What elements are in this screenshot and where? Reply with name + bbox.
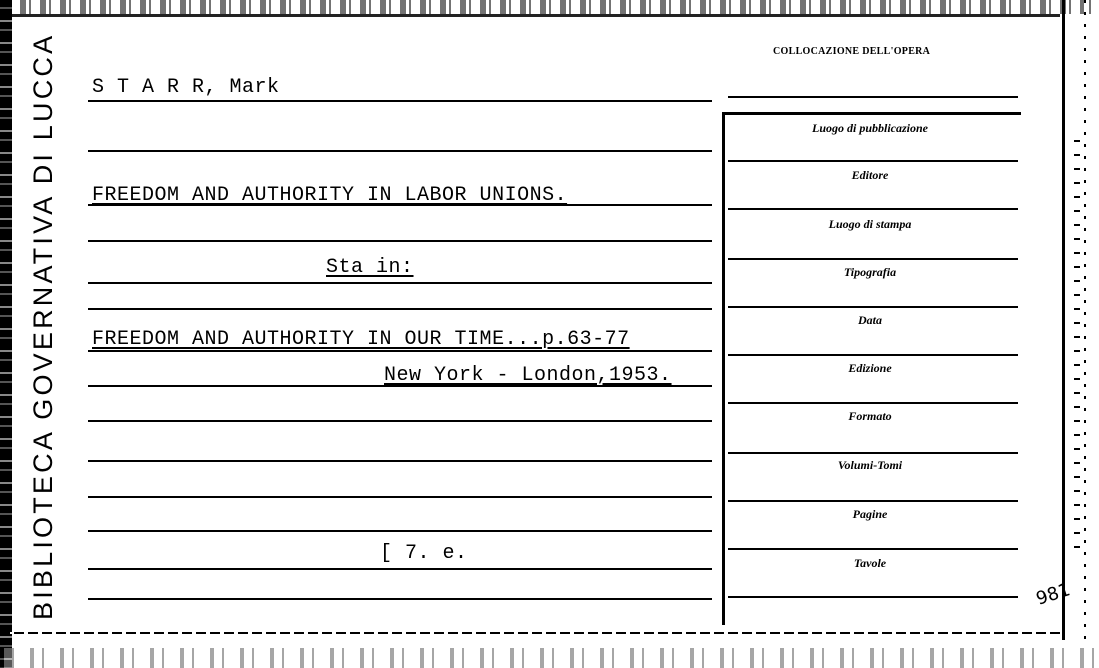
rule-line <box>728 306 1018 308</box>
field-label-data: Data <box>858 313 882 327</box>
rule-line <box>88 282 712 284</box>
rule-line <box>728 402 1018 404</box>
field-label-tavole: Tavole <box>853 556 887 570</box>
rule-line <box>88 150 712 152</box>
rule-line <box>728 596 1018 598</box>
field-label-pagine: Pagine <box>852 507 888 521</box>
rule-line <box>88 496 712 498</box>
field-label-formato: Formato <box>848 409 892 423</box>
work-title: FREEDOM AND AUTHORITY IN LABOR UNIONS. <box>92 184 568 207</box>
field-label-luogo-stampa: Luogo di stampa <box>828 217 912 231</box>
in-label: Sta in: <box>326 256 414 279</box>
rule-line <box>88 568 712 570</box>
scan-bottom-rule <box>0 632 1060 634</box>
source-title: FREEDOM AND AUTHORITY IN OUR TIME...p.63-77 <box>92 328 630 351</box>
card-right-edge-dashes <box>1084 0 1086 640</box>
field-label-editore: Editore <box>851 168 889 182</box>
handwritten-number: 981 <box>1033 579 1073 610</box>
rule-line <box>88 530 712 532</box>
rule-line <box>728 452 1018 454</box>
rule-line <box>728 160 1018 162</box>
shelf-mark: [ 7. e. <box>380 542 468 565</box>
author-name: S T A R R, Mark <box>92 76 280 99</box>
field-label-luogo-pubblicazione: Luogo di pubblicazione <box>811 121 928 135</box>
library-name: BIBLIOTECA GOVERNATIVA DI LUCCA <box>28 32 58 620</box>
scan-bottom-border <box>0 648 1099 668</box>
scan-top-border <box>0 0 1099 14</box>
rule-line <box>88 100 712 102</box>
scan-speckles <box>1074 140 1080 560</box>
scan-left-border <box>0 0 12 668</box>
rule-line <box>728 208 1018 210</box>
rule-line <box>88 598 712 600</box>
rule-line <box>88 460 712 462</box>
field-label-volumi-tomi: Volumi-Tomi <box>837 458 903 472</box>
rule-line <box>88 420 712 422</box>
rule-line <box>728 500 1018 502</box>
rule-line <box>728 258 1018 260</box>
rule-line <box>728 548 1018 550</box>
imprint: New York - London,1953. <box>384 364 672 387</box>
field-label-tipografia: Tipografia <box>843 265 897 279</box>
scan-top-rule <box>0 14 1060 17</box>
rule-line <box>88 240 712 242</box>
rule-line <box>728 354 1018 356</box>
field-label-edizione: Edizione <box>848 361 892 375</box>
rule-line <box>88 308 712 310</box>
collocation-header: COLLOCAZIONE DELL'OPERA <box>773 46 931 57</box>
rule-line <box>728 96 1018 98</box>
